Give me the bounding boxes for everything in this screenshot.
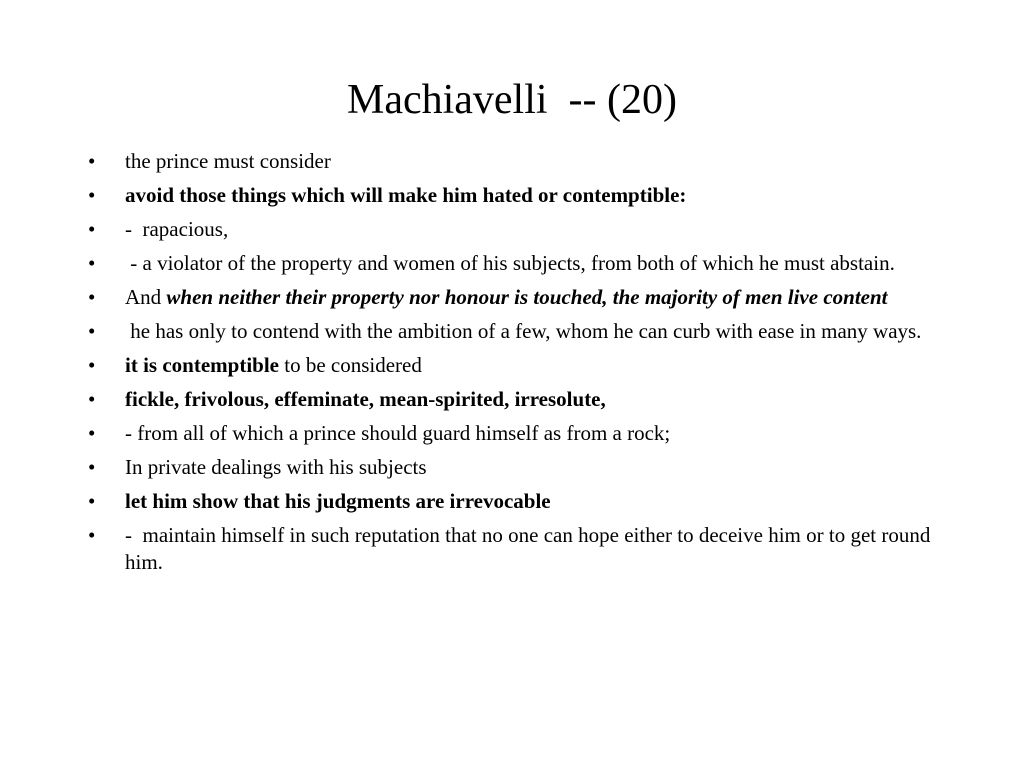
- bullet-icon: •: [88, 217, 96, 241]
- list-item: [88, 148, 938, 175]
- list-item: [88, 488, 938, 515]
- item-text-bold: let him show that his judgments are irrevocable: [125, 489, 551, 513]
- item-text-bold: avoid those things which will make him hated or contemptible:: [125, 183, 687, 207]
- item-text: And: [125, 285, 167, 309]
- item-text: - maintain himself in such reputation that no one can hope either to deceive him or to get round him.: [125, 523, 936, 574]
- item-text: - rapacious,: [125, 217, 229, 241]
- bullet-icon: •: [88, 523, 96, 547]
- item-text: - a violator of the property and women of his subjects, from both of which he must abstain.: [125, 251, 895, 275]
- list-item: [88, 420, 938, 447]
- item-text: the prince must consider: [125, 149, 331, 173]
- item-text-bold: it is contemptible: [125, 353, 279, 377]
- list-item: [88, 522, 938, 576]
- bullet-icon: •: [88, 353, 96, 377]
- list-item: [88, 352, 938, 379]
- bullet-icon: •: [88, 387, 96, 411]
- item-text: In private dealings with his subjects: [125, 455, 427, 479]
- list-item: [88, 216, 938, 243]
- item-text: he has only to contend with the ambition of a few, whom he can curb with ease in many ways.: [125, 319, 922, 343]
- bullet-icon: •: [88, 149, 96, 173]
- bullet-icon: •: [88, 183, 96, 207]
- list-item: [88, 318, 938, 345]
- bullet-icon: •: [88, 285, 96, 309]
- list-item: [88, 454, 938, 481]
- item-text: - from all of which a prince should guard himself as from a rock;: [125, 421, 671, 445]
- list-item: [88, 182, 938, 209]
- bullet-icon: •: [88, 455, 96, 479]
- bullet-icon: •: [88, 251, 96, 275]
- list-item: [88, 250, 938, 277]
- bullet-list: [88, 148, 938, 583]
- slide-title: Machiavelli -- (20): [346, 77, 678, 123]
- item-text-bold: fickle, frivolous, effeminate, mean-spirited, irresolute,: [125, 387, 606, 411]
- item-text-bold-italic: when neither their property nor honour is touched, the majority of men live content: [166, 285, 888, 309]
- item-text: to be considered: [278, 353, 422, 377]
- bullet-icon: •: [88, 489, 96, 513]
- bullet-icon: •: [88, 421, 96, 445]
- list-item: [88, 284, 938, 311]
- list-item: [88, 386, 938, 413]
- bullet-icon: •: [88, 319, 96, 343]
